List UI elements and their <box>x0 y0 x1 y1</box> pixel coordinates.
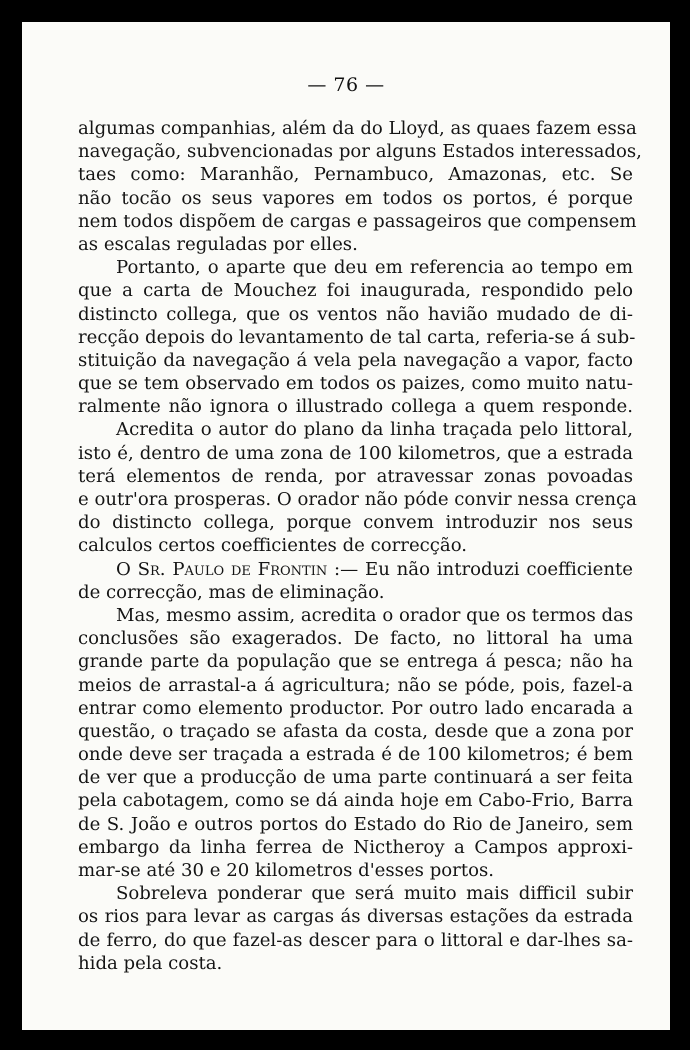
speaker-name: O Sr. Paulo de Frontin <box>116 558 328 580</box>
text-line: Portanto, o aparte que deu em referencia ao tempo em <box>116 257 633 279</box>
text-line: que se tem observado em todos os paizes, como muito natu- <box>78 373 633 395</box>
paragraph-2 <box>78 256 636 418</box>
text-line: do distincto collega, porque convem introduzir nos seus <box>78 512 633 534</box>
text-line: entrar como elemento productor. Por outro lado encarada a <box>78 697 633 719</box>
text-line: hida pela costa. <box>78 952 223 974</box>
body-text <box>78 117 642 975</box>
text-line: Mas, mesmo assim, acredita o orador que os termos das <box>116 604 634 626</box>
text-line: e outr'ora prosperas. O orador não póde convir nessa crença <box>78 489 637 510</box>
paragraph-5 <box>78 604 633 882</box>
text-line: recção depois do levantamento de tal carta, referia-se á sub- <box>78 326 636 348</box>
text-line: de ver que a producção de uma parte continuará a ser feita <box>78 767 633 789</box>
text-line: de correcção, mas de eliminação. <box>78 581 385 603</box>
text-line: isto é, dentro de uma zona de 100 kilometros, que a estrada <box>78 442 633 464</box>
text-line: meios de arrastal-a á agricultura; não se póde, pois, fazel-a <box>78 674 633 696</box>
text-line: de S. João e outros portos do Estado do Rio de Janeiro, sem <box>78 813 633 835</box>
text-line: ralmente não ignora o illustrado collega a quem responde. <box>78 396 633 418</box>
text-line: taes como: Maranhão, Pernambuco, Amazonas, etc. Se <box>78 164 633 186</box>
speech-text: :— Eu não introduzi coefficiente <box>327 558 633 580</box>
text-line: calculos certos coefficientes de correcção. <box>78 535 468 557</box>
text-line: questão, o traçado se afasta da costa, desde que a zona por <box>78 720 633 742</box>
text-line: terá elementos de renda, por atravessar zonas povoadas <box>78 465 633 487</box>
paragraph-3 <box>78 418 637 557</box>
text-line: de ferro, do que fazel-as descer para o littoral e dar-lhes sa- <box>78 929 633 951</box>
text-line: mar-se até 30 e 20 kilometros d'esses portos. <box>78 860 495 881</box>
text-line: pela cabotagem, como se dá ainda hoje em Cabo-Frio, Barra <box>78 790 634 812</box>
text-line: as escalas reguladas por elles. <box>78 233 358 255</box>
page-number: — 76 — <box>307 74 385 96</box>
paragraph-1 <box>78 117 642 256</box>
text-line: que a carta de Mouchez foi inaugurada, respondido pelo <box>78 280 633 302</box>
text-line: algumas companhias, além da do Lloyd, as quaes fazem essa <box>78 118 637 139</box>
text-line: stituição da navegação á vela pela navegação a vapor, facto <box>78 349 633 371</box>
speaker-line <box>78 558 633 581</box>
text-line: Sobreleva ponderar que será muito mais difficil subir <box>116 883 633 905</box>
text-line: Acredita o autor do plano da linha traçada pelo littoral, <box>116 419 633 441</box>
text-line: distincto collega, que os ventos não havião mudado de di- <box>78 303 633 325</box>
text-line: grande parte da população que se entrega á pesca; não ha <box>78 651 633 673</box>
text-line: os rios para levar as cargas ás diversas estações da estrada <box>78 906 633 928</box>
text-line: nem todos dispõem de cargas e passageiros que compensem <box>78 210 637 232</box>
paragraph-4 <box>78 558 633 604</box>
text-line: conclusões são exagerados. De facto, no littoral ha uma <box>78 628 633 650</box>
text-line: navegação, subvencionadas por alguns Estados interessados, <box>78 141 642 163</box>
book-page <box>22 22 670 1030</box>
paragraph-6 <box>78 882 633 975</box>
text-line: onde deve ser traçada a estrada é de 100 kilometros; é bem <box>78 744 633 766</box>
text-line: embargo da linha ferrea de Nictheroy a Campos approxi- <box>78 836 633 858</box>
text-line: não tocão os seus vapores em todos os portos, é porque <box>78 187 633 209</box>
